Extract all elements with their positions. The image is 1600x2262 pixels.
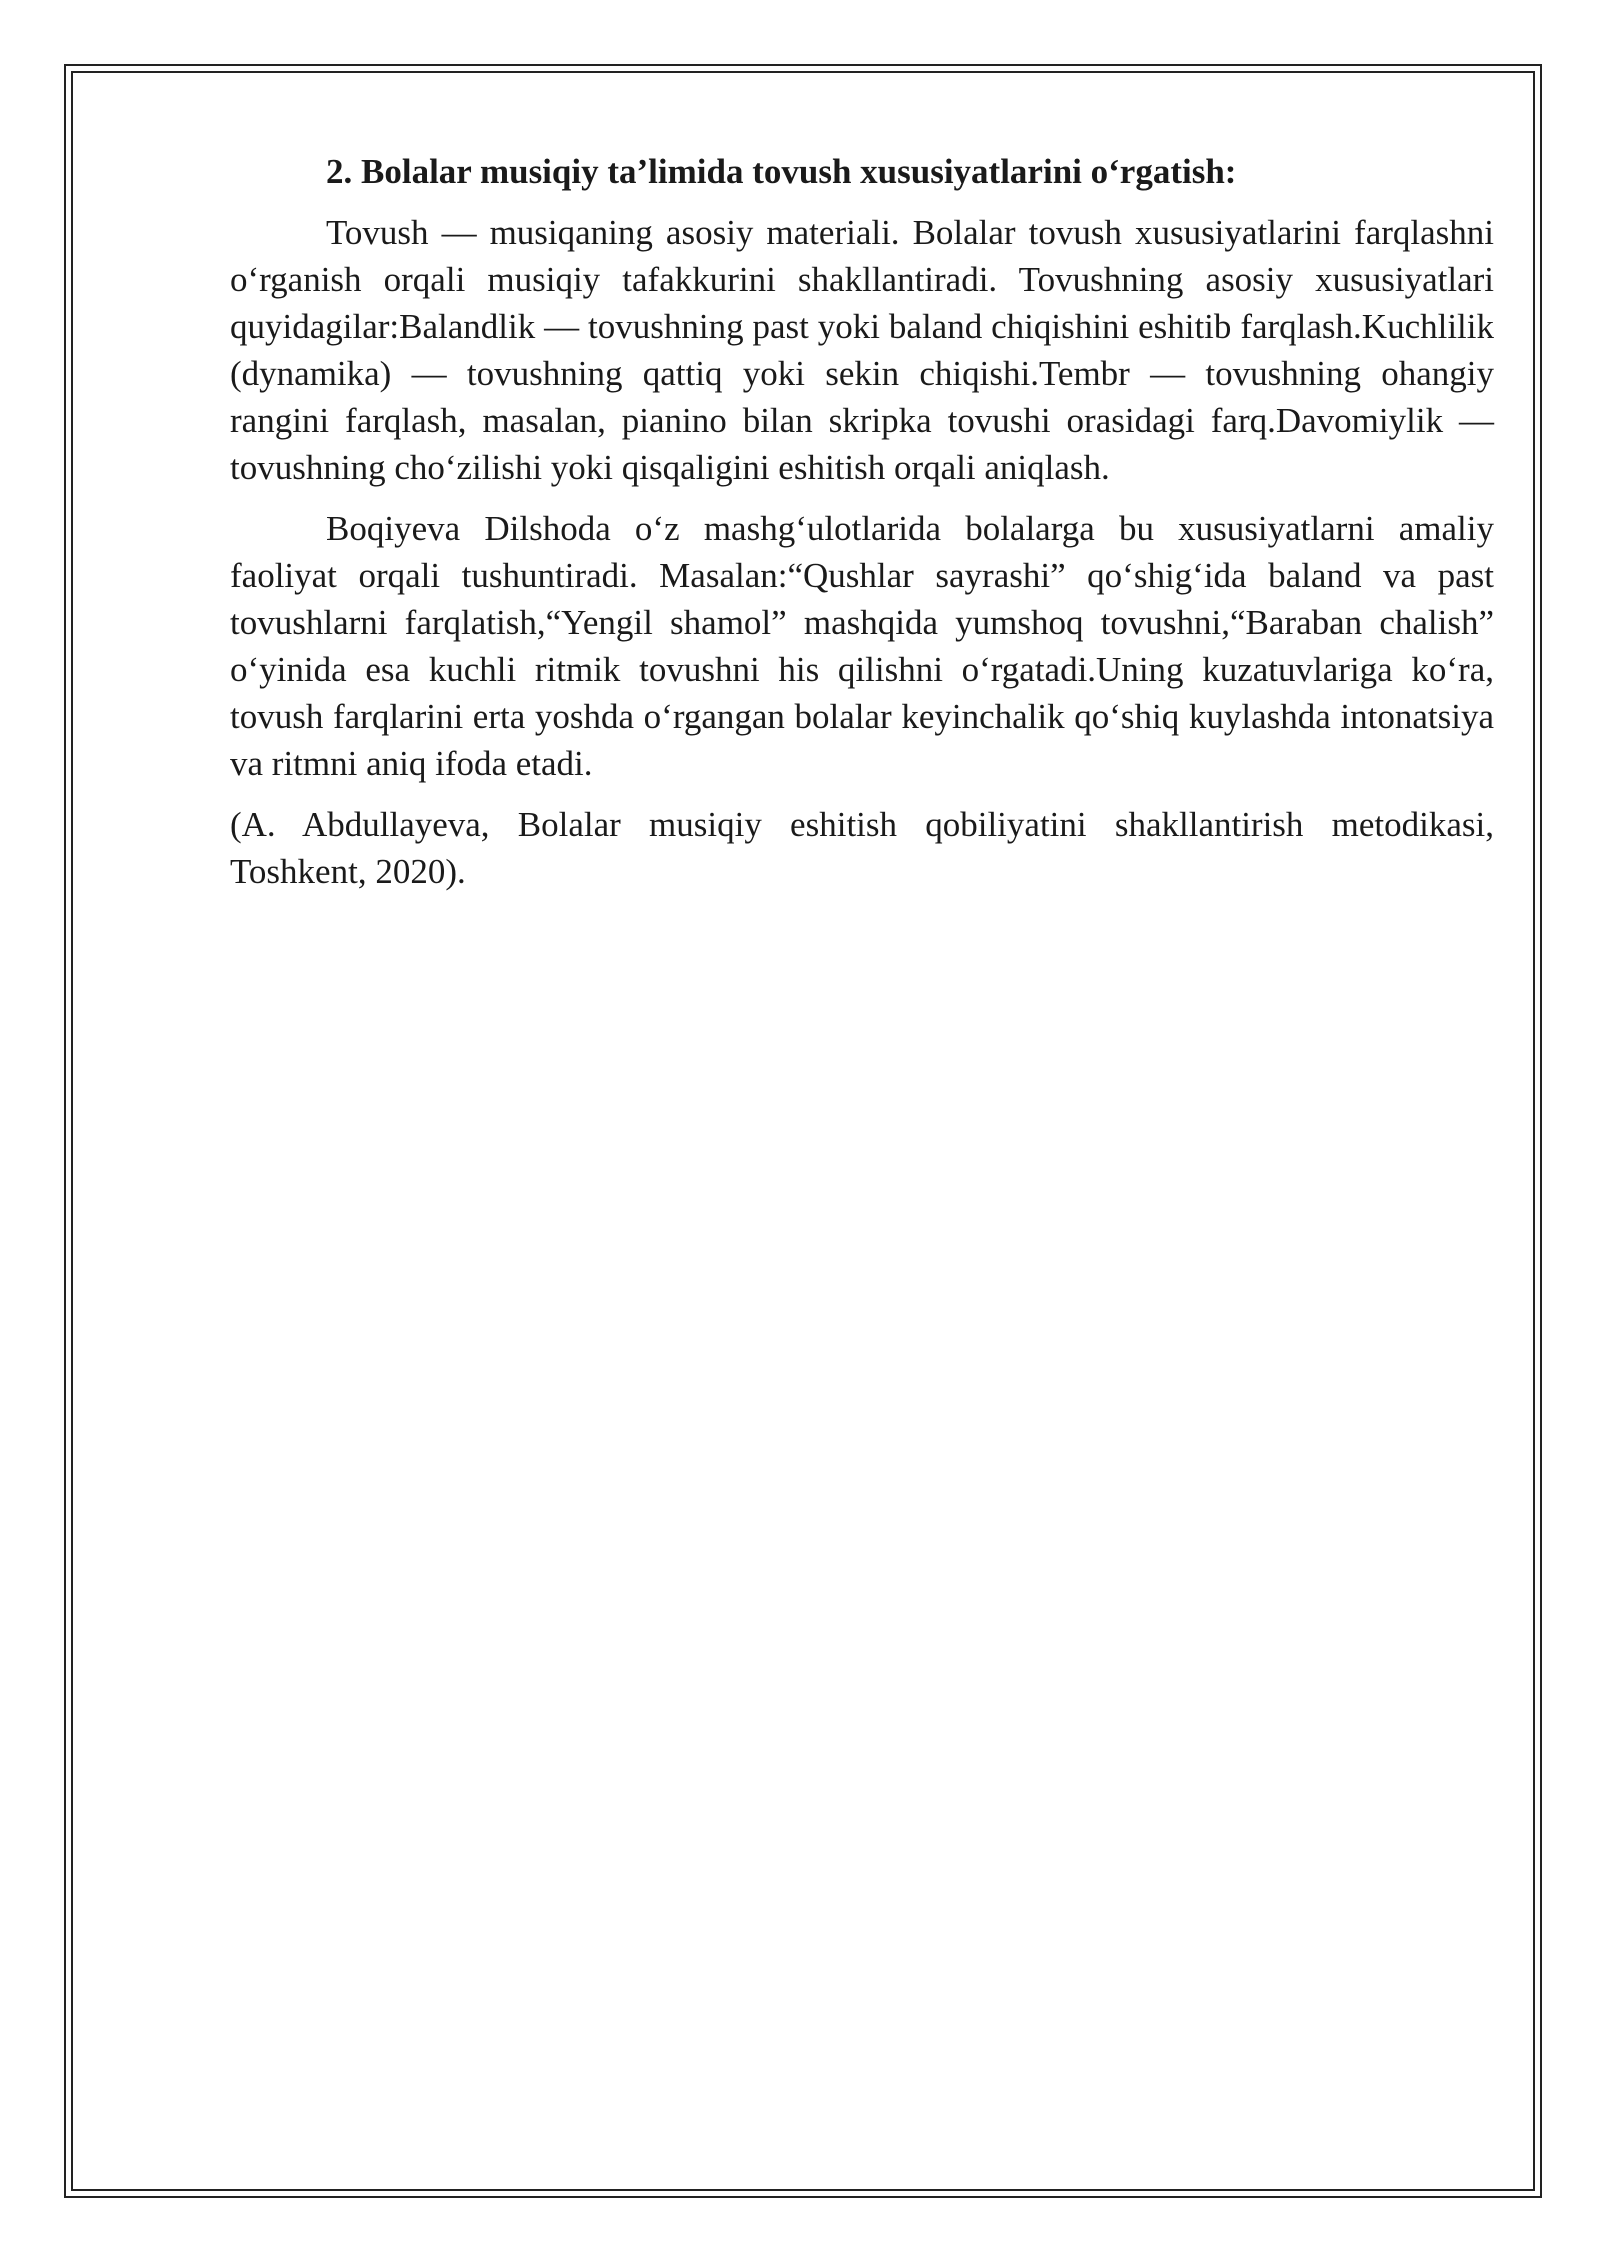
paragraph-sound-properties: Tovush — musiqaning asosiy materiali. Bolalar tovush xususiyatlarini farqlashni o‘rganish orqali musiqiy tafakkurini shakllantiradi. Tovushning asosiy xususiyatlari quyidagilar:Balandlik — tovushning past yoki baland chiqishini eshitib farqlash.Kuchlilik (dynamika) — tovushning qattiq yoki sekin chiqishi.Tembr — tovushning ohangiy rangini farqlash, masalan, pianino bilan skripka tovushi orasidagi farq.Davomiylik — tovushning cho‘zilishi yoki qisqaligini eshitish orqali aniqlash. — [230, 213, 1494, 487]
document-body — [230, 148, 1494, 909]
section-heading: 2. Bolalar musiqiy ta’limida tovush xususiyatlarini o‘rgatish: — [326, 152, 1237, 191]
paragraph-citation: (A. Abdullayeva, Bolalar musiqiy eshitish qobiliyatini shakllantirish metodikasi, Toshkent, 2020). — [230, 805, 1494, 891]
paragraph-teaching-practice: Boqiyeva Dilshoda o‘z mashg‘ulotlarida bolalarga bu xususiyatlarni amaliy faoliyat orqali tushuntiradi. Masalan:“Qushlar sayrashi” qo‘shig‘ida baland va past tovushlarni farqlatish,“Yengil shamol” mashqida yumshoq tovushni,“Baraban chalish” o‘yinida esa kuchli ritmik tovushni his qilishni o‘rgatadi.Uning kuzatuvlariga ko‘ra, tovush farqlarini erta yoshda o‘rgangan bolalar keyinchalik qo‘shiq kuylashda intonatsiya va ritmni aniq ifoda etadi. — [230, 509, 1494, 783]
